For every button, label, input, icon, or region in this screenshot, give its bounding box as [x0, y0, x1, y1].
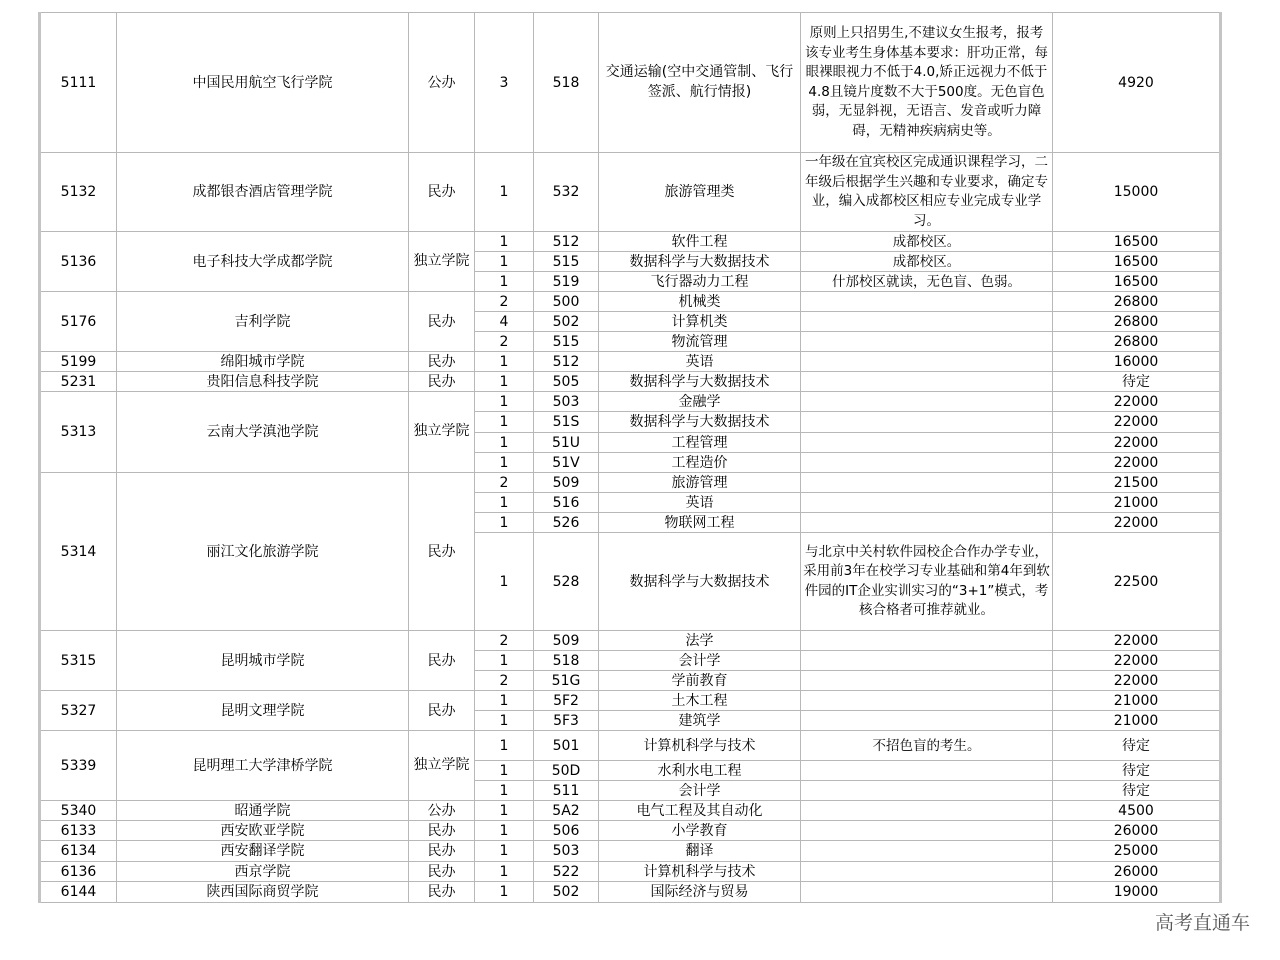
note-cell: 不招色盲的考生。 [801, 731, 1053, 761]
table-row [40, 841, 1221, 862]
major-name-cell: 飞行器动力工程 [599, 272, 801, 292]
note-cell: 成都校区。 [801, 252, 1053, 272]
table-row [40, 153, 1221, 232]
note-cell [801, 292, 1053, 312]
school-type-cell: 民办 [409, 473, 475, 631]
school-code-cell: 5313 [40, 392, 117, 473]
tuition-cell: 22000 [1053, 453, 1221, 473]
major-name-cell: 计算机类 [599, 312, 801, 332]
school-name-cell: 成都银杏酒店管理学院 [117, 153, 409, 232]
school-type-cell: 民办 [409, 372, 475, 392]
major-code-cell: 51S [534, 412, 599, 433]
quota-cell: 1 [475, 392, 534, 412]
tuition-cell: 26000 [1053, 862, 1221, 882]
tuition-cell: 4920 [1053, 13, 1221, 153]
tuition-cell: 26800 [1053, 312, 1221, 332]
major-name-cell: 软件工程 [599, 232, 801, 252]
quota-cell: 2 [475, 631, 534, 651]
table-row [40, 631, 1221, 651]
school-type-cell: 独立学院 [409, 731, 475, 801]
school-code-cell: 6133 [40, 821, 117, 841]
tuition-cell: 待定 [1053, 372, 1221, 392]
tuition-cell: 26800 [1053, 292, 1221, 312]
note-cell [801, 631, 1053, 651]
major-name-cell: 工程造价 [599, 453, 801, 473]
watermark: 高考直通车 [1154, 912, 1250, 934]
major-code-cell: 509 [534, 473, 599, 493]
school-name-cell: 丽江文化旅游学院 [117, 473, 409, 631]
quota-cell: 1 [475, 513, 534, 533]
school-code-cell: 5199 [40, 352, 117, 372]
major-code-cell: 506 [534, 821, 599, 841]
note-cell [801, 761, 1053, 781]
tuition-cell: 19000 [1053, 882, 1221, 903]
tuition-cell: 22000 [1053, 412, 1221, 433]
quota-cell: 1 [475, 372, 534, 392]
school-name-cell: 昆明文理学院 [117, 691, 409, 731]
major-name-cell: 工程管理 [599, 433, 801, 453]
major-code-cell: 512 [534, 352, 599, 372]
school-type-cell: 独立学院 [409, 232, 475, 292]
table-row [40, 13, 1221, 153]
major-name-cell: 法学 [599, 631, 801, 651]
note-cell [801, 453, 1053, 473]
school-code-cell: 5136 [40, 232, 117, 292]
school-code-cell: 5327 [40, 691, 117, 731]
note-cell [801, 372, 1053, 392]
quota-cell: 1 [475, 841, 534, 862]
major-code-cell: 5A2 [534, 801, 599, 821]
quota-cell: 1 [475, 801, 534, 821]
tuition-cell: 21500 [1053, 473, 1221, 493]
note-cell [801, 862, 1053, 882]
note-cell [801, 433, 1053, 453]
major-code-cell: 518 [534, 13, 599, 153]
quota-cell: 1 [475, 862, 534, 882]
major-code-cell: 5F3 [534, 711, 599, 731]
quota-cell: 2 [475, 292, 534, 312]
school-code-cell: 6136 [40, 862, 117, 882]
major-name-cell: 会计学 [599, 651, 801, 671]
tuition-cell: 22000 [1053, 433, 1221, 453]
major-name-cell: 土木工程 [599, 691, 801, 711]
tuition-cell: 4500 [1053, 801, 1221, 821]
note-cell: 与北京中关村软件园校企合作办学专业，采用前3年在校学习专业基础和第4年到软件园的IT企业实训实习的“3+1”模式，考核合格者可推荐就业。 [801, 533, 1053, 631]
note-cell [801, 312, 1053, 332]
major-code-cell: 50D [534, 761, 599, 781]
tuition-cell: 21000 [1053, 493, 1221, 513]
school-type-cell: 独立学院 [409, 392, 475, 473]
quota-cell: 1 [475, 272, 534, 292]
quota-cell: 4 [475, 312, 534, 332]
quota-cell: 1 [475, 153, 534, 232]
tuition-cell: 22000 [1053, 671, 1221, 691]
school-name-cell: 云南大学滇池学院 [117, 392, 409, 473]
tuition-cell: 待定 [1053, 731, 1221, 761]
major-code-cell: 51U [534, 433, 599, 453]
school-type-cell: 民办 [409, 352, 475, 372]
tuition-cell: 22000 [1053, 513, 1221, 533]
quota-cell: 1 [475, 651, 534, 671]
major-code-cell: 509 [534, 631, 599, 651]
quota-cell: 1 [475, 412, 534, 433]
major-code-cell: 519 [534, 272, 599, 292]
note-cell [801, 392, 1053, 412]
note-cell [801, 882, 1053, 903]
major-name-cell: 数据科学与大数据技术 [599, 252, 801, 272]
school-type-cell: 民办 [409, 691, 475, 731]
tuition-cell: 22000 [1053, 631, 1221, 651]
major-code-cell: 515 [534, 252, 599, 272]
school-name-cell: 昆明城市学院 [117, 631, 409, 691]
tuition-cell: 22000 [1053, 392, 1221, 412]
major-code-cell: 500 [534, 292, 599, 312]
school-code-cell: 5111 [40, 13, 117, 153]
table-row [40, 292, 1221, 312]
quota-cell: 2 [475, 332, 534, 352]
note-cell [801, 691, 1053, 711]
quota-cell: 3 [475, 13, 534, 153]
major-code-cell: 515 [534, 332, 599, 352]
major-code-cell: 51G [534, 671, 599, 691]
major-name-cell: 金融学 [599, 392, 801, 412]
major-name-cell: 翻译 [599, 841, 801, 862]
note-cell [801, 513, 1053, 533]
school-code-cell: 5132 [40, 153, 117, 232]
table-row [40, 473, 1221, 493]
tuition-cell: 21000 [1053, 711, 1221, 731]
school-code-cell: 5339 [40, 731, 117, 801]
tuition-cell: 15000 [1053, 153, 1221, 232]
tuition-cell: 16000 [1053, 352, 1221, 372]
school-name-cell: 昆明理工大学津桥学院 [117, 731, 409, 801]
school-name-cell: 贵阳信息科技学院 [117, 372, 409, 392]
major-name-cell: 旅游管理 [599, 473, 801, 493]
major-code-cell: 5F2 [534, 691, 599, 711]
table-row [40, 801, 1221, 821]
school-type-cell: 民办 [409, 821, 475, 841]
school-type-cell: 民办 [409, 292, 475, 352]
tuition-cell: 16500 [1053, 272, 1221, 292]
major-code-cell: 503 [534, 392, 599, 412]
quota-cell: 1 [475, 433, 534, 453]
school-name-cell: 西安翻译学院 [117, 841, 409, 862]
major-name-cell: 建筑学 [599, 711, 801, 731]
major-code-cell: 526 [534, 513, 599, 533]
school-code-cell: 6144 [40, 882, 117, 903]
school-type-cell: 公办 [409, 801, 475, 821]
major-code-cell: 522 [534, 862, 599, 882]
quota-cell: 1 [475, 493, 534, 513]
major-code-cell: 518 [534, 651, 599, 671]
note-cell: 成都校区。 [801, 232, 1053, 252]
enrollment-table [38, 12, 1222, 903]
quota-cell: 1 [475, 453, 534, 473]
table-row [40, 352, 1221, 372]
tuition-cell: 待定 [1053, 761, 1221, 781]
tuition-cell: 22000 [1053, 651, 1221, 671]
major-name-cell: 会计学 [599, 781, 801, 801]
note-cell [801, 412, 1053, 433]
school-name-cell: 陕西国际商贸学院 [117, 882, 409, 903]
major-code-cell: 501 [534, 731, 599, 761]
major-name-cell: 数据科学与大数据技术 [599, 412, 801, 433]
school-type-cell: 民办 [409, 153, 475, 232]
major-name-cell: 交通运输(空中交通管制、飞行签派、航行情报) [599, 13, 801, 153]
table-row [40, 392, 1221, 412]
major-code-cell: 511 [534, 781, 599, 801]
major-name-cell: 英语 [599, 352, 801, 372]
table-body [40, 13, 1221, 903]
quota-cell: 1 [475, 821, 534, 841]
tuition-cell: 21000 [1053, 691, 1221, 711]
tuition-cell: 25000 [1053, 841, 1221, 862]
table-row [40, 882, 1221, 903]
school-type-cell: 民办 [409, 882, 475, 903]
school-type-cell: 民办 [409, 631, 475, 691]
note-cell [801, 711, 1053, 731]
major-code-cell: 502 [534, 882, 599, 903]
quota-cell: 1 [475, 761, 534, 781]
note-cell [801, 781, 1053, 801]
note-cell [801, 841, 1053, 862]
major-code-cell: 502 [534, 312, 599, 332]
note-cell [801, 473, 1053, 493]
quota-cell: 1 [475, 232, 534, 252]
school-name-cell: 昭通学院 [117, 801, 409, 821]
major-code-cell: 51V [534, 453, 599, 473]
major-code-cell: 532 [534, 153, 599, 232]
table-row [40, 691, 1221, 711]
tuition-cell: 16500 [1053, 252, 1221, 272]
major-name-cell: 机械类 [599, 292, 801, 312]
major-name-cell: 计算机科学与技术 [599, 731, 801, 761]
quota-cell: 1 [475, 711, 534, 731]
note-cell: 一年级在宜宾校区完成通识课程学习，二年级后根据学生兴趣和专业要求，确定专业，编入成都校区相应专业完成专业学习。 [801, 153, 1053, 232]
school-name-cell: 电子科技大学成都学院 [117, 232, 409, 292]
note-cell [801, 493, 1053, 513]
major-code-cell: 516 [534, 493, 599, 513]
tuition-cell: 26800 [1053, 332, 1221, 352]
quota-cell: 1 [475, 781, 534, 801]
quota-cell: 2 [475, 671, 534, 691]
school-code-cell: 5315 [40, 631, 117, 691]
quota-cell: 1 [475, 252, 534, 272]
note-cell [801, 651, 1053, 671]
quota-cell: 1 [475, 731, 534, 761]
school-code-cell: 5176 [40, 292, 117, 352]
note-cell [801, 352, 1053, 372]
major-name-cell: 电气工程及其自动化 [599, 801, 801, 821]
table-row [40, 372, 1221, 392]
school-code-cell: 5231 [40, 372, 117, 392]
school-code-cell: 6134 [40, 841, 117, 862]
major-name-cell: 旅游管理类 [599, 153, 801, 232]
school-type-cell: 民办 [409, 862, 475, 882]
quota-cell: 2 [475, 473, 534, 493]
school-name-cell: 中国民用航空飞行学院 [117, 13, 409, 153]
major-name-cell: 物流管理 [599, 332, 801, 352]
major-code-cell: 528 [534, 533, 599, 631]
major-name-cell: 数据科学与大数据技术 [599, 372, 801, 392]
note-cell: 什邡校区就读，无色盲、色弱。 [801, 272, 1053, 292]
major-name-cell: 小学教育 [599, 821, 801, 841]
quota-cell: 1 [475, 533, 534, 631]
major-name-cell: 物联网工程 [599, 513, 801, 533]
table-row [40, 731, 1221, 761]
school-type-cell: 公办 [409, 13, 475, 153]
major-name-cell: 水利水电工程 [599, 761, 801, 781]
tuition-cell: 26000 [1053, 821, 1221, 841]
tuition-cell: 22500 [1053, 533, 1221, 631]
school-name-cell: 西京学院 [117, 862, 409, 882]
major-name-cell: 学前教育 [599, 671, 801, 691]
quota-cell: 1 [475, 352, 534, 372]
table-row [40, 821, 1221, 841]
quota-cell: 1 [475, 882, 534, 903]
major-name-cell: 计算机科学与技术 [599, 862, 801, 882]
tuition-cell: 待定 [1053, 781, 1221, 801]
table-row [40, 232, 1221, 252]
major-name-cell: 英语 [599, 493, 801, 513]
school-type-cell: 民办 [409, 841, 475, 862]
note-cell [801, 671, 1053, 691]
table-row [40, 862, 1221, 882]
school-name-cell: 西安欧亚学院 [117, 821, 409, 841]
school-code-cell: 5314 [40, 473, 117, 631]
major-code-cell: 512 [534, 232, 599, 252]
major-name-cell: 国际经济与贸易 [599, 882, 801, 903]
major-name-cell: 数据科学与大数据技术 [599, 533, 801, 631]
tuition-cell: 16500 [1053, 232, 1221, 252]
quota-cell: 1 [475, 691, 534, 711]
school-name-cell: 绵阳城市学院 [117, 352, 409, 372]
major-code-cell: 503 [534, 841, 599, 862]
note-cell [801, 332, 1053, 352]
major-code-cell: 505 [534, 372, 599, 392]
note-cell: 原则上只招男生,不建议女生报考，报考该专业考生身体基本要求：肝功正常，每眼裸眼视力不低于4.0,矫正远视力不低于4.8且镜片度数不大于500度。无色盲色弱，无显斜视，无语言、发音或听力障碍，无精神疾病病史等。 [801, 13, 1053, 153]
school-code-cell: 5340 [40, 801, 117, 821]
note-cell [801, 821, 1053, 841]
school-name-cell: 吉利学院 [117, 292, 409, 352]
note-cell [801, 801, 1053, 821]
